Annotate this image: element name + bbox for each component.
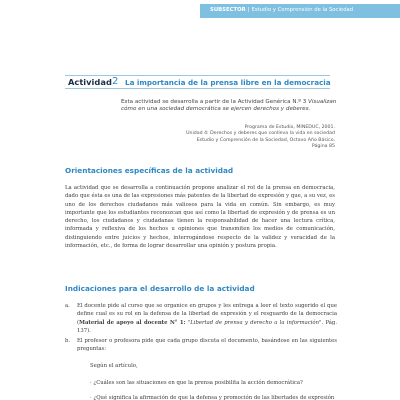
sub-question-2: · ¿Qué significa la afirmación de que la defensa y promoción de las libertades de expresión [90,395,335,400]
list-item-text: El profesor o profesora pide que cada grupo discuta el documento, basándose en las siguientes preguntas: [77,338,337,353]
reference-line: Página 85 [311,143,335,149]
item-a-bold: Material de apoyo al docente N° 1: [79,319,186,326]
page-header [0,0,400,22]
activity-intro [121,99,341,114]
program-reference [135,125,335,150]
list-item-b [65,337,337,354]
sub-question-1: · ¿Cuáles son las situaciones en que la prensa posibilita la acción democrática? [90,380,303,386]
activity-label: Actividad [68,77,112,87]
list-item-text [77,302,337,335]
list-marker: a. [65,303,70,309]
list-item-a [65,302,337,335]
activity-number: 2 [112,76,119,87]
item-a-text-start: El docente pide al curso que se organice en grupos y les entrega a leer el texto sugerido el que define cual es su rol en la defensa de la libertad de expresión y el resguardo de la democracia ( [77,303,337,326]
subsector-label: SUBSECTOR [210,7,246,13]
reference-line: Unidad 4: Derechos y deberes que conlleva la vida en sociedad [186,131,335,137]
reference-line: Programa de Estudio, MINEDUC, 2001. [244,125,335,130]
header-text [210,7,353,13]
header-separator: | [247,7,250,13]
activity-title: La importancia de la prensa libre en la democracia [125,78,331,87]
subsector-name: Estudio y Comprensión de la Sociedad [251,7,354,13]
section-heading-indicaciones: Indicaciones para el desarrollo de la actividad [65,284,255,293]
intro-italic: Visualizan cómo en una sociedad democrática se ejercen derechos y deberes. [121,99,337,113]
reference-line: Estudio y Comprensión de la Sociedad, Octavo Año Básico. [196,137,335,143]
orientaciones-paragraph: La actividad que se desarrolla a continuación propone analizar el rol de la prensa en democracia, dado que ésta es una de las expresiones más patentes de la libertad de expresión y que, a su vez, es uno de los derechos ciudadanos más valiosos para la vida en común. Sin embargo, es muy importante que los estudiantes reconozcan que así como la libertad de expresión y de prensa es un derecho, los ciudadanos y ciudadanas tienen la responsabilidad de hacer una lectura crítica, informada y reflexiva de los hechos u opiniones que transmiten los medios de comunicación, distinguiendo entre juicios y hechos, interrogándose respecto de la validez y veracidad de la información, etc., de forma de lograr desarrollar una opinión y postura propia. [65,185,335,250]
list-marker: b. [65,338,71,344]
intro-text: Esta actividad se desarrolla a partir de la Actividad Genérica N.º 3 [121,99,309,105]
section-heading-orientaciones: Orientaciones específicas de la actividad [65,166,234,175]
activity-title-box [65,75,330,89]
sub-intro: Según el artículo, [90,363,138,369]
item-a-italic: "Libertad de prensa y derecho a la información". [185,319,324,326]
item-a-text-end: Pág. 137). [77,319,337,334]
